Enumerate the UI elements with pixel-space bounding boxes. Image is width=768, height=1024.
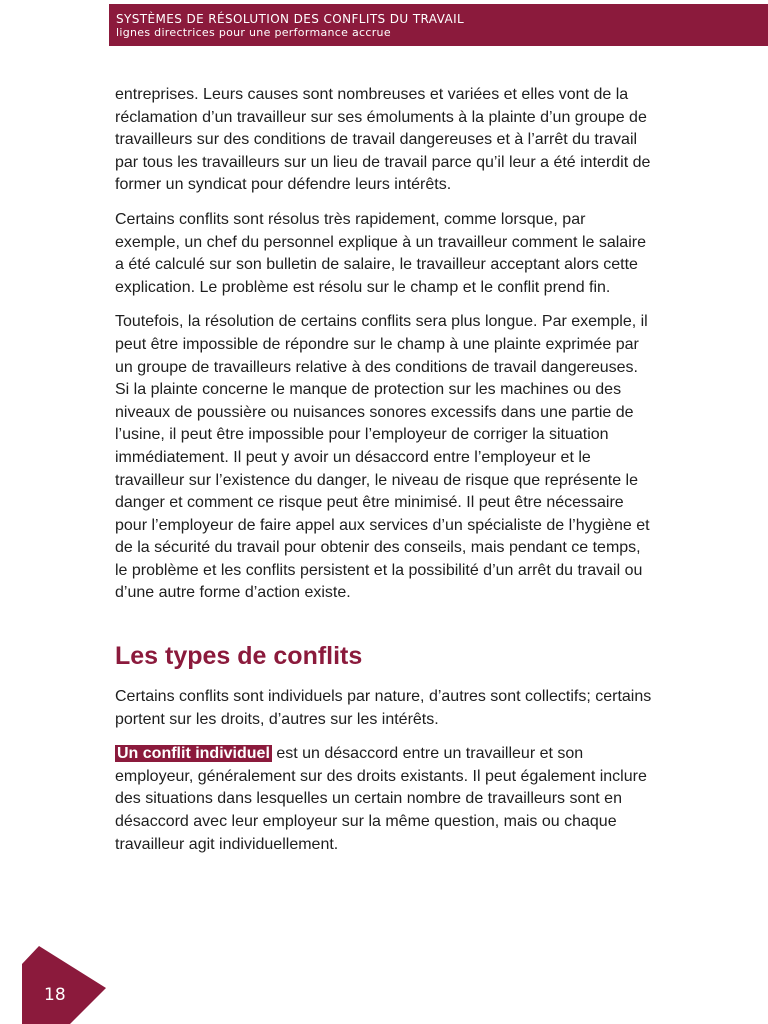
highlighted-term: Un conflit individuel xyxy=(117,745,270,763)
page-number: 18 xyxy=(44,985,66,1005)
paragraph-5-text: est un désaccord entre un travailleur et son employeur, généralement sur des droits existants. Il peut également inclure des situations dans lesquelles un certain nombre de travailleurs sont en désaccord avec leur employeur sur la même question, mais ou chaque travailleur agit individuellement. xyxy=(115,745,647,853)
paragraph-3: Toutefois, la résolution de certains conflits sera plus longue. Par exemple, il peut être impossible de répondre sur le champ à une plainte exprimée par un groupe de travailleurs relative à des conditions de travail dangereuses. Si la plainte concerne le manque de protection sur les machines ou des niveaux de poussière ou nuisances sonores excessifs dans une partie de l’usine, il peut être impossible pour l’employeur de corriger la situation immédiatement. Il peut y avoir un désaccord entre l’employeur et le travailleur sur l’existence du danger, le niveau de risque que représente le danger et comment ce risque peut être minimisé. Il peut être nécessaire pour l’employeur de faire appel aux services d’un spécialiste de l’hygiène et de la sécurité du travail pour obtenir des conseils, mais pendant ce temps, le problème et les conflits persistent et la possibilité d’un arrêt du travail ou d’une autre forme d’action existe. xyxy=(115,313,650,602)
header-title: SYSTÈMES DE RÉSOLUTION DES CONFLITS DU TRAVAIL xyxy=(116,12,465,26)
paragraph-1: entreprises. Leurs causes sont nombreuses et variées et elles vont de la réclamation d’un travailleur sur ses émoluments à la plainte d’un groupe de travailleurs sur des conditions de travail dangereuses et à l’arrêt du travail par tous les travailleurs sur un lieu de travail parce qu’il leur a été interdit de former un syndicat pour défendre leurs intérêts. xyxy=(115,86,651,194)
running-header xyxy=(109,4,768,46)
header-subtitle: lignes directrices pour une performance accrue xyxy=(116,26,391,39)
paragraph-5 xyxy=(115,743,653,856)
page-body xyxy=(115,84,653,868)
paragraph-4: Certains conflits sont individuels par nature, d’autres sont collectifs; certains portent sur les droits, d’autres sur les intérêts. xyxy=(115,688,652,728)
section-heading: Les types de conflits xyxy=(115,642,363,671)
paragraph-2: Certains conflits sont résolus très rapidement, comme lorsque, par exemple, un chef du personnel explique à un travailleur comment le salaire a été calculé sur son bulletin de salaire, le travailleur acceptant alors cette explication. Le problème est résolu sur le champ et le conflit prend fin. xyxy=(115,210,646,296)
